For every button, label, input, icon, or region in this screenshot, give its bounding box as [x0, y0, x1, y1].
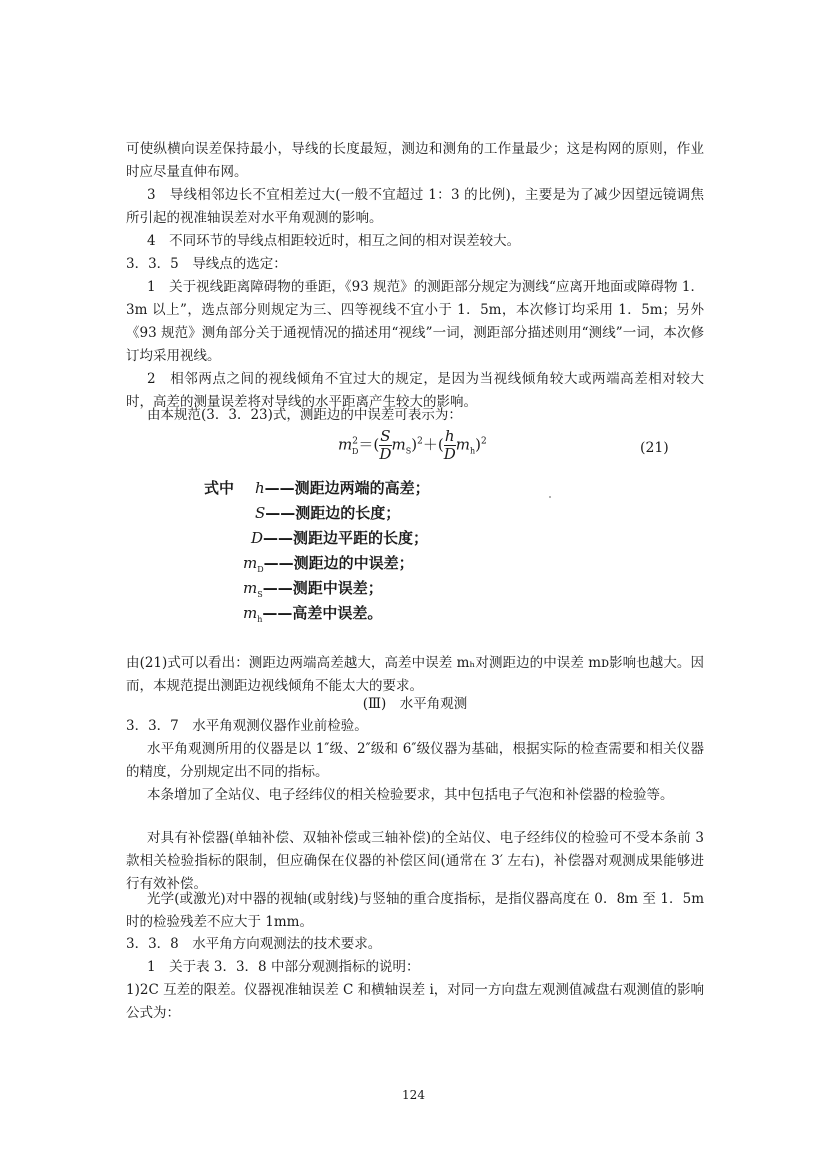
- section-heading-338: 3．3．8 水平角方向观测法的技术要求。: [126, 936, 382, 952]
- section-heading-335: 3．3．5 导线点的选定：: [126, 256, 287, 272]
- fraction-numerator: h: [444, 427, 455, 445]
- paragraph: 1 关于表 3．3．8 中部分观测指标的说明：: [147, 959, 420, 975]
- def-symbol: [243, 579, 263, 597]
- formula-symbol: m: [338, 435, 353, 454]
- section-heading-337: 3．3．7 水平角观测仪器作业前检验。: [126, 718, 368, 734]
- formula-op: ): [411, 435, 418, 454]
- paragraph: 光学(或激光)对中器的视轴(或射线)与竖轴的重合度指标，是指仪器高度在 0．8m 至 1．5m 时的检验残差不应大于 1mm。: [126, 891, 704, 930]
- def-text: ——测距边的长度；: [265, 504, 401, 522]
- def-text: ——测距边的中误差；: [263, 554, 414, 572]
- def-symbol-base: m: [243, 604, 258, 622]
- def-symbol: D: [251, 529, 264, 547]
- definition-item: [243, 602, 382, 624]
- paragraph: 1 关于视线距离障碍物的垂距，《93 规范》的测距部分规定为测线“应离开地面或障碍物 1．3m 以上”，选点部分则规定为三、四等视线不宜小于 1．5m，本次修订均采用 1．5m；另外《93 规范》测角部分关于通视情况的描述用“视线”一词，测距部分描述则用“测线”一词，本次修订均采用视线。: [126, 279, 704, 364]
- def-symbol-sub: h: [257, 615, 263, 624]
- definition-item: [243, 552, 414, 574]
- page-number: 124: [402, 1088, 425, 1102]
- paragraph: 1)2C 互差的限差。仪器视准轴误差 C 和横轴误差 i，对同一方向盘左观测值减盘右观测值的影响公式为：: [126, 982, 704, 1021]
- formula-sub: D: [351, 446, 359, 456]
- def-text: ——测距边平距的长度；: [263, 529, 429, 547]
- def-symbol: [243, 604, 262, 622]
- formula-21: [338, 428, 487, 472]
- paragraph: 对具有补偿器(单轴补偿、双轴补偿或三轴补偿)的全站仪、电子经纬仪的检验可不受本条前 3 款相关检验指标的限制，但应确保在仪器的补偿区间(通常在 3′ 左右)，补偿器对观测成果能够进行有效补偿。: [126, 830, 704, 892]
- def-symbol: [243, 554, 264, 572]
- fraction-numerator: S: [380, 427, 391, 445]
- definition-item: [251, 527, 428, 548]
- def-symbol-base: m: [243, 554, 258, 572]
- paragraph: 可使纵横向误差保持最小，导线的长度最短，测边和测角的工作量最少；这是构网的原则，作业时应尽量直伸布网。: [126, 141, 704, 180]
- def-symbol-sub: D: [257, 565, 264, 574]
- fraction-denominator: D: [443, 445, 456, 463]
- formula-symbol: m: [455, 435, 470, 454]
- equation-number: (21): [640, 440, 669, 456]
- fraction-denominator: D: [379, 445, 392, 463]
- subsection-heading: (Ⅲ) 水平角观测: [362, 696, 468, 712]
- paragraph: 2 相邻两点之间的视线倾角不宜过大的规定，是因为当视线倾角较大或两端高差相对较大时，高差的测量误差将对导线的水平距离产生较大的影响。: [126, 371, 704, 410]
- formula-op: ＋(: [422, 435, 444, 454]
- paragraph: 由本规范(3．3．23)式，测距边的中误差可表示为：: [147, 407, 462, 423]
- formula-op: ): [475, 435, 481, 454]
- formula-symbol: m: [391, 435, 406, 454]
- def-text: ——高差中误差。: [262, 604, 383, 622]
- definition-item: [255, 477, 430, 498]
- scan-speck: [549, 496, 551, 498]
- def-symbol-sub: S: [257, 590, 263, 599]
- def-text: ——测距中误差；: [262, 579, 383, 597]
- definition-item: [255, 502, 400, 523]
- paragraph: 3 导线相邻边长不宜相差过大(一般不宜超过 1：3 的比例)，主要是为了减少因望远镜调焦所引起的视准轴误差对水平角观测的影响。: [126, 187, 704, 226]
- paragraph: 由(21)式可以看出：测距边两端高差越大，高差中误差 mₕ对测距边的中误差 mᴅ影响也越大。因而，本规范提出测距边视线倾角不能太大的要求。: [126, 655, 704, 694]
- paragraph: 4 不同环节的导线点相距较近时，相互之间的相对误差较大。: [147, 233, 521, 249]
- definition-item: [243, 577, 383, 599]
- def-symbol: S: [255, 504, 266, 522]
- formula-sup: 2: [352, 436, 358, 447]
- formula-op: ＝(: [358, 435, 380, 454]
- definitions-label: 式中: [204, 479, 235, 497]
- paragraph: 本条增加了全站仪、电子经纬仪的相关检验要求，其中包括电子气泡和补偿器的检验等。: [147, 787, 674, 803]
- def-symbol-base: m: [243, 579, 258, 597]
- formula-sub: h: [469, 446, 476, 456]
- formula-sup: 2: [417, 436, 423, 447]
- formula-sup: 2: [480, 436, 487, 447]
- def-symbol: h: [255, 479, 265, 497]
- paragraph: 水平角观测所用的仪器是以 1″级、2″级和 6″级仪器为基础，根据实际的检查需要和相关仪器的精度，分别规定出不同的指标。: [126, 741, 704, 780]
- fraction: [379, 428, 391, 463]
- def-text: ——测距边两端的高差；: [264, 479, 430, 497]
- formula-sub: S: [405, 446, 412, 456]
- fraction: [444, 428, 456, 463]
